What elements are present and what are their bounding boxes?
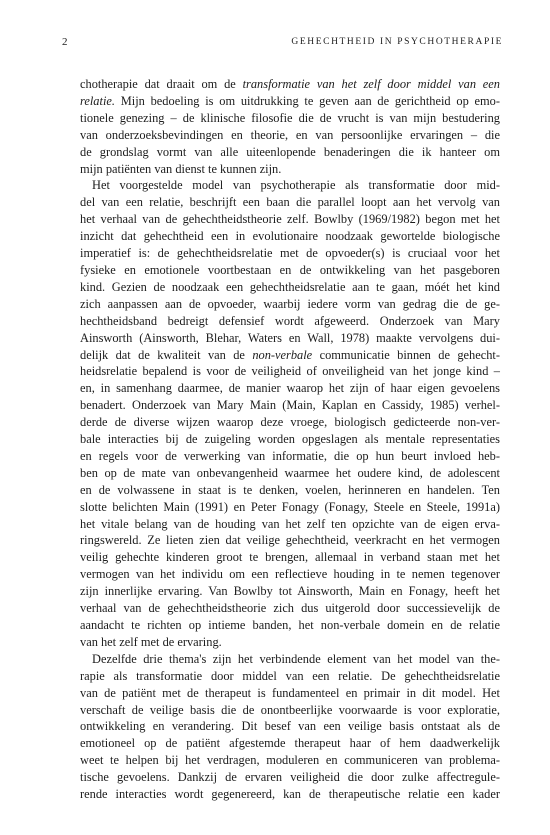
text-run: en, in samenhang daarmee, de manier waarop het zijn of haar eigen gevoelens — [80, 381, 500, 396]
text-line — [80, 211, 500, 228]
text-run: heidsrelatie bepalend is voor de veiligheid of onveiligheid van het jonge kind – — [80, 364, 500, 379]
text-line — [80, 397, 500, 414]
text-run: zich aanpassen aan de opvoeder, waarbij iedere vorm van gedrag die de ge- — [80, 296, 500, 311]
text-run: delijk dat de kwaliteit van de — [80, 347, 253, 362]
text-line — [80, 194, 500, 211]
text-line — [80, 752, 500, 769]
text-run: verschaft de veilige basis die de onontbeerlijke voorwaarde is voor exploratie, — [80, 702, 500, 717]
text-run: Ainsworth (Ainsworth, Blehar, Waters en Wall, 1978) maakte vervolgens dui- — [80, 330, 500, 345]
text-run: het verhaal van de gehechtheidstheorie zelf. Bowlby (1969/1982) begon met het — [80, 212, 500, 227]
text-line — [80, 93, 500, 110]
text-run: slotte belichten Main (1991) en Peter Fonagy (Fonagy, Steele en Steele, 1991a) — [80, 499, 500, 514]
italic-phrase: relatie. — [80, 93, 115, 108]
text-run: vermogen van het individu om een reflectieve houding in te nemen tegenover — [80, 567, 500, 582]
text-run: hechtheidsband bedreigt defensief wordt afgeweerd. Onderzoek van Mary — [80, 313, 500, 328]
text-run: rapie als transformatie door middel van een relatie. De gehechtheidsrelatie — [80, 668, 500, 683]
text-run: ringswereld. Ze lieten zien dat veilige gehechtheid, veerkracht en het vermogen — [80, 533, 500, 548]
text-line — [80, 634, 500, 651]
paragraph — [80, 177, 500, 650]
text-run: mijn patiënten van dienst te kunnen zijn. — [80, 161, 282, 176]
text-run: van onderzoeksbevindingen en theorie, en van persoonlijke ervaringen – die — [80, 127, 500, 142]
text-line — [80, 499, 500, 516]
text-run: imperatief is: de gehechtheidsrelatie met de opvoeder(s) is cruciaal voor het — [80, 246, 500, 261]
text-line — [80, 296, 500, 313]
text-run: bale interacties bij de zuigeling worden opgeslagen als mentale representaties — [80, 432, 500, 447]
text-run: del van een relatie, beschrijft een baan die parallel loopt aan het vervolg van — [80, 195, 500, 210]
text-run: de grondslag vormt van alle uiteenlopende benaderingen die ik hanteer om — [80, 144, 500, 159]
text-run: benadert. Onderzoek van Mary Main (Main, Kaplan en Cassidy, 1985) verhel- — [80, 398, 500, 413]
text-line — [80, 769, 500, 786]
italic-phrase: transformatie van het zelf door middel van een — [242, 77, 500, 91]
text-line — [80, 161, 500, 178]
text-run: zijn innerlijke ervaring. Van Bowlby tot Ainsworth, Main en Fonagy, heeft het — [80, 584, 500, 599]
text-line — [80, 702, 500, 719]
text-run: verhaal van de gehechtheidstheorie zich dus uitgerold door successievelijk de — [80, 601, 500, 616]
text-line — [80, 144, 500, 161]
paragraph — [80, 651, 500, 803]
text-run: van de patiënt met de therapeut is fundamenteel en primair in dit model. Het — [80, 685, 500, 700]
text-line — [80, 363, 500, 380]
text-run: rende interacties wordt gegenereerd, kan de therapeutische relatie een kader — [80, 787, 500, 802]
text-run: ontwikkeling en verandering. Dit besef van een veilige basis ontstaat als de — [80, 719, 500, 734]
text-line — [80, 431, 500, 448]
text-run: communicatie binnen de gehecht- — [312, 347, 500, 362]
italic-phrase: non-verbale — [252, 347, 313, 362]
text-run: het vitale belang van de houding van het zelf ten opzichte van de eigen erva- — [80, 516, 500, 531]
text-line — [80, 668, 500, 685]
text-run: kind. Gezien de noodzaak een gehechtheidsrelatie aan te gaan, móét het kind — [80, 279, 500, 294]
text-line — [80, 532, 500, 549]
text-line — [80, 330, 500, 347]
text-line — [80, 177, 500, 194]
text-line — [80, 735, 500, 752]
text-run: fysieke en emotionele voortbestaan en de ontwikkeling van het pasgeboren — [80, 262, 500, 277]
text-run: van het zelf met de ervaring. — [80, 634, 222, 649]
text-line — [80, 685, 500, 702]
text-line — [80, 786, 500, 803]
text-line — [80, 651, 500, 668]
text-run: en regels voor de verwerking van informatie, die op hun beurt invloed heb- — [80, 448, 500, 463]
text-line — [80, 110, 500, 127]
text-line — [80, 127, 500, 144]
text-line — [80, 76, 500, 93]
running-head: GEHECHTHEID IN PSYCHOTHERAPIE — [291, 37, 503, 47]
text-run: weet te helpen bij het verdragen, moduleren en communiceren van problema- — [80, 753, 500, 768]
text-line — [80, 718, 500, 735]
text-run: Dezelfde drie thema's zijn het verbindende element van het model van the- — [92, 651, 500, 666]
text-run: tionele genezing – de klinische filosofie die de vrucht is van mijn bestudering — [80, 110, 500, 125]
text-line — [80, 414, 500, 431]
text-line — [80, 380, 500, 397]
text-line — [80, 448, 500, 465]
text-line — [80, 516, 500, 533]
body-text — [80, 76, 500, 803]
text-line — [80, 347, 500, 364]
text-line — [80, 482, 500, 499]
text-run: aandacht te richten op intieme banden, het non-verbale domein en de relatie — [80, 618, 500, 632]
page-number: 2 — [62, 36, 68, 48]
text-line — [80, 617, 500, 634]
text-line — [80, 245, 500, 262]
text-line — [80, 465, 500, 482]
text-line — [80, 566, 500, 583]
text-run: derde de diverse wijzen waarop deze vroege, biologisch gedicteerde non-ver- — [80, 415, 500, 430]
text-run: inzicht dat gehechtheid een in evolutionaire noodzaak gewortelde biologische — [80, 229, 500, 244]
text-run: chotherapie dat draait om de — [80, 77, 243, 91]
text-line — [80, 549, 500, 566]
text-run: Mijn bedoeling is om uitdrukking te geven aan de gerichtheid op emo- — [114, 93, 500, 108]
text-line — [80, 262, 500, 279]
paragraph — [80, 76, 500, 177]
text-run: ben op de mate van onbevangenheid waarmee het oudere kind, de adolescent — [80, 465, 500, 480]
text-run: veilig gehechte kinderen groot te brengen, allemaal in verband staan met het — [80, 550, 500, 565]
text-line — [80, 600, 500, 617]
text-line — [80, 228, 500, 245]
text-run: tische gevoelens. Dankzij de ervaren veiligheid die door zulke affectregule- — [80, 770, 500, 785]
text-line — [80, 279, 500, 296]
text-run: emotioneel op de patiënt afgestemde therapeut haar of hem daadwerkelijk — [80, 736, 500, 751]
text-line — [80, 583, 500, 600]
text-run: Het voorgestelde model van psychotherapie als transformatie door mid- — [92, 178, 500, 193]
text-run: en de volwassene in staat is te denken, voelen, herinneren en handelen. Ten — [80, 482, 500, 497]
text-line — [80, 313, 500, 330]
